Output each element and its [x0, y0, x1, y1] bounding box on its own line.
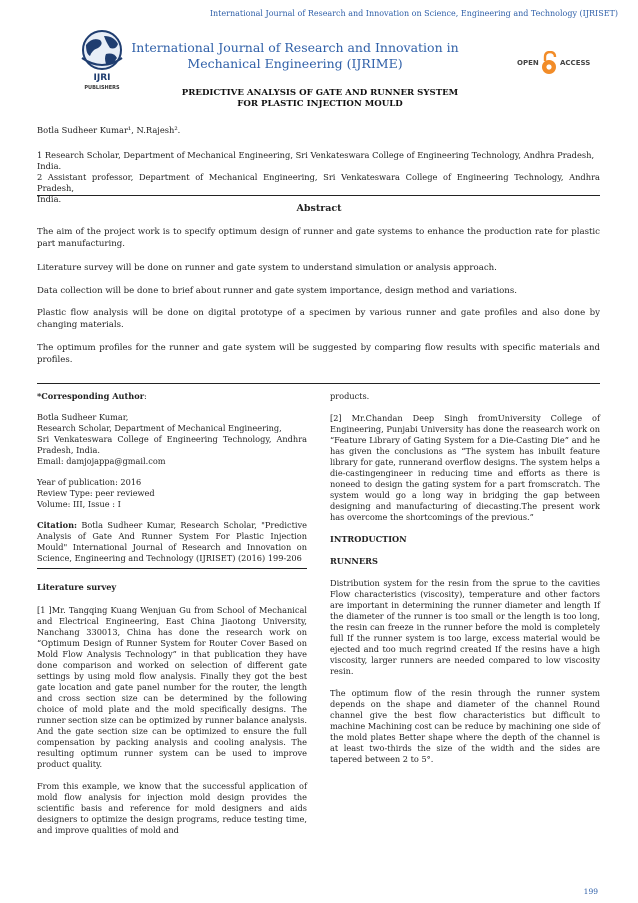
publisher-logo	[78, 28, 126, 96]
running-head: International Journal of Research and Innovation on Science, Engineering and Technology (IJRISET)	[209, 9, 618, 18]
abstract-paragraph: The aim of the project work is to specify optimum design of runner and gate systems to enhance the production rate for plastic part manufacturing.	[37, 227, 600, 249]
corresponding-dept: Research Scholar, Department of Mechanical Engineering,	[37, 423, 282, 433]
abstract-paragraph: Literature survey will be done on runner and gate system to understand simulation or analysis approach.	[37, 263, 497, 273]
review-type: Review Type: peer reviewed	[37, 488, 155, 498]
logo-text-ijri: IJRI	[93, 73, 111, 83]
logo-text-publishers: PUBLISHERS	[84, 85, 120, 91]
runners-paragraph-1: Distribution system for the resin from the sprue to the cavities Flow characteristics (viscosity), temperature and other factors are important in determining the runner diameter and length If the diameter of the runner is too small or the length is too long, the resin can freeze in the runner before the mold is completely full If the runner system is too large, excess material would be ejected and too much regrind created If the resins have a high viscosity, larger runners are needed compared to low viscosity resin.	[330, 578, 600, 676]
corresponding-author-block	[37, 391, 307, 564]
abstract-paragraph: Plastic flow analysis will be done on digital prototype of a specimen by various runner and gate profiles and also done by changing materials.	[37, 308, 600, 330]
literature-survey-heading: Literature survey	[37, 582, 117, 592]
abstract-paragraph: The optimum profiles for the runner and gate system will be suggested by comparing flow results with specific materials and profiles.	[37, 343, 600, 365]
corresponding-author-label: *Corresponding Author	[37, 391, 145, 401]
right-column-block	[330, 391, 600, 765]
introduction-heading: INTRODUCTION	[330, 534, 407, 544]
affiliation-2-line1: 2 Assistant professor, Department of Mechanical Engineering, Sri Venkateswara College of Engineering Technology, Andhra Pradesh,	[37, 172, 600, 193]
open-access-right: ACCESS	[560, 59, 591, 67]
paper-title-line1: PREDICTIVE ANALYSIS OF GATE AND RUNNER SYSTEM	[181, 88, 459, 98]
divider-abstract	[37, 383, 600, 384]
affiliation-1-line1: 1 Research Scholar, Department of Mechanical Engineering, Sri Venkateswara College of Engineering Technology, Andhra Pradesh,	[37, 150, 595, 160]
affiliation-1-line2: India.	[37, 161, 62, 171]
citation	[37, 520, 307, 564]
open-access-left: OPEN	[517, 59, 539, 67]
journal-title	[130, 40, 460, 72]
literature-paragraph-1: [1 ]Mr. Tangqing Kuang Wenjuan Gu from School of Mechanical and Electrical Engineering, East China Jiaotong University, Nanchang 330013, China has done the research work on “Optimum Design of Runner System for Router Cover Based on Mold Flow Analysis Technology” in that publication they have done comparison and worked on selection of different gate settings by using mold flow analysis. Finally they got the best gate location and gate panel number for the router, the length and cross section size can be determined by the following choice of mold plate and the mold specifically designs. The runner section size can be optimized by runner balance analysis. And the gate section size can be optimized to ensure the full compensation by packing analysis and cooling analysis. The resulting optimum runner system can be used to improve product quality.	[37, 605, 307, 769]
corresponding-author-label-line	[37, 391, 307, 402]
citation-text: Botla Sudheer Kumar, Research Scholar, "Predictive Analysis of Gate And Runner System For Plastic Injection Mould" International Journal of Research and Innovation on Science, Engineering and Technology (IJRISET) (2016) 199-206	[37, 520, 307, 563]
affiliation-2	[37, 172, 600, 205]
literature-paragraph-3: [2] Mr.Chandan Deep Singh fromUniversity College of Engineering, Punjabi University has done the reasearch work on “Feature Library of Gating System for a Die-Casting Die” and he has given the conclusions as “The system has inbuilt feature library for gate, runnerand overflow designs. The system helps a die-castingengineer in reducing time and efforts as there is noneed to design the gating system for a part fromscratch. The system would go a long way in bridging the gap between designing and manufacturing of diecasting.The present work has overcome the shortcomings of the previous.”	[330, 413, 600, 522]
paper-title-line2: FOR PLASTIC INJECTION MOULD	[237, 99, 403, 109]
affiliation-1	[37, 150, 600, 172]
runners-heading: RUNNERS	[330, 556, 378, 566]
journal-title-line2: Mechanical Engineering (IJRIME)	[187, 56, 403, 71]
corresponding-email: Email: damjojappa@gmail.com	[37, 456, 166, 466]
abstract-paragraph: Data collection will be done to brief about runner and gate system importance, design method and variations.	[37, 286, 517, 296]
corresponding-author-label-colon: :	[144, 391, 147, 401]
publication-year: Year of publication: 2016	[37, 477, 142, 487]
literature-survey-block	[37, 582, 307, 836]
authors: Botla Sudheer Kumar¹, N.Rajesh².	[37, 125, 181, 135]
runners-paragraph-2: The optimum flow of the resin through the runner system depends on the shape and diameter of the channel Round channel give the best flow characteristics but difficult to machine Machining cost can be reduce by machining one side of the mold plates Better shape where the depth of the channel is at least two-thirds the size of the width and the sides are tapered between 2 to 5°.	[330, 688, 600, 764]
journal-title-line1: International Journal of Research and Innovation in	[131, 40, 459, 55]
page-number: 199	[583, 887, 598, 896]
divider-top	[37, 195, 600, 196]
literature-paragraph-2: From this example, we know that the successful application of mold flow analysis for injection mold design provides the scientific basis and reference for mold designers and aids designers to optimize the design programs, reduce testing time, and improve qualities of mold and	[37, 781, 307, 835]
volume-issue: Volume: III, Issue : I	[37, 499, 121, 509]
abstract-heading: Abstract	[296, 203, 342, 214]
open-lock-icon	[541, 51, 557, 75]
corresponding-college: Sri Venkateswara College of Engineering Technology, Andhra Pradesh, India.	[37, 434, 307, 455]
citation-label: Citation:	[37, 520, 78, 530]
open-access-badge	[517, 51, 597, 75]
right-column-continuation: products.	[330, 391, 370, 401]
corresponding-name: Botla Sudheer Kumar,	[37, 412, 129, 422]
divider-left-column	[37, 568, 307, 569]
affiliation-2-line2: India.	[37, 194, 62, 204]
paper-title	[120, 88, 520, 110]
